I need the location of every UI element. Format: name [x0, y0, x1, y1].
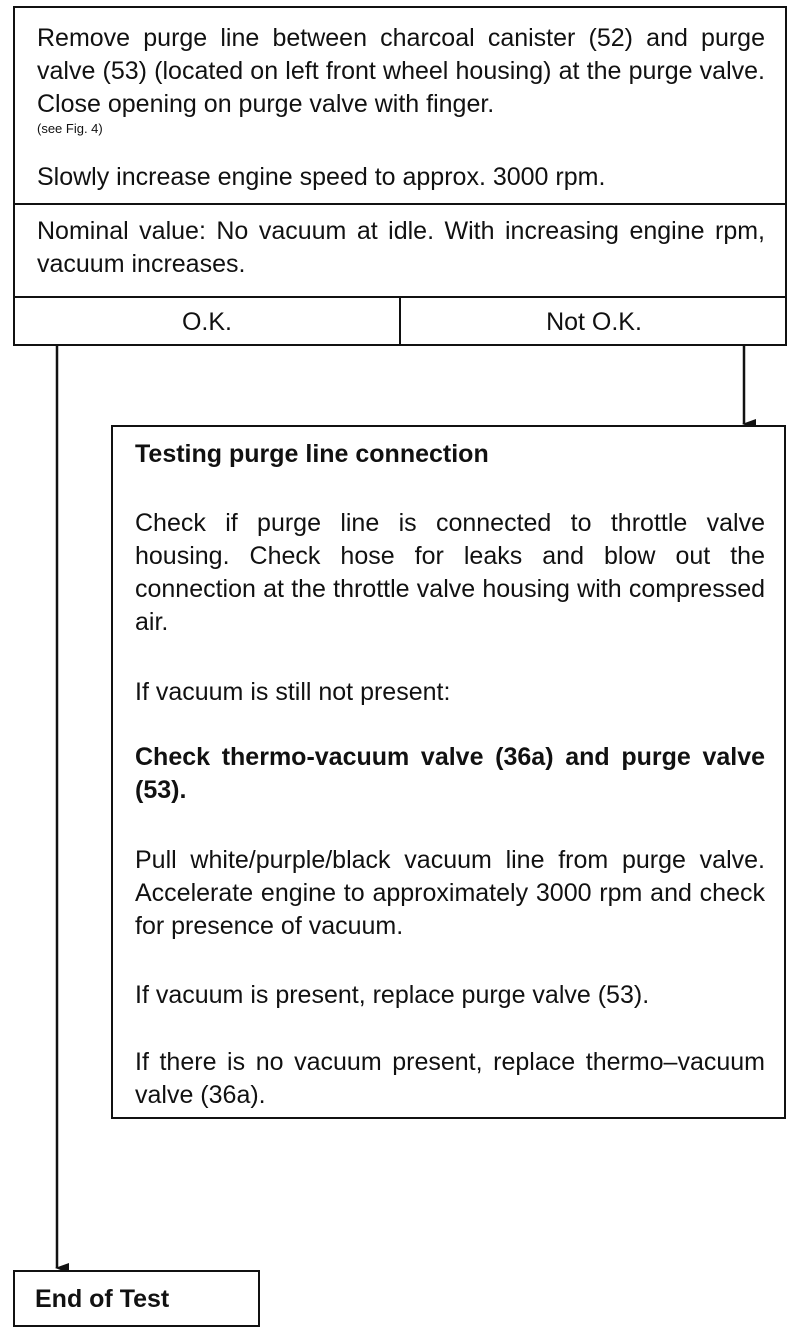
nominal-value-text: Nominal value: No vacuum at idle. With increasing engine rpm, vacuum increases.	[37, 217, 765, 278]
ok-cell	[15, 298, 399, 346]
instruction-cell	[37, 22, 765, 137]
testing-para-2: If vacuum is still not present:	[135, 678, 451, 706]
action-text: Slowly increase engine speed to approx. 3000 rpm.	[37, 163, 606, 191]
step-box	[13, 6, 787, 346]
check-heading: Check thermo-vacuum valve (36a) and purge valve (53).	[135, 743, 765, 804]
not-ok-cell	[401, 298, 787, 346]
instruction-text: Remove purge line between charcoal canister (52) and purge valve (53) (located on left front wheel housing) at the purge valve. Close opening on purge valve with finger.	[37, 24, 765, 118]
ok-label: O.K.	[181, 307, 232, 336]
end-of-test-label: End of Test	[35, 1285, 170, 1313]
not-ok-label: Not O.K.	[546, 307, 642, 336]
end-of-test-box	[13, 1270, 260, 1327]
testing-para-1: Check if purge line is connected to throttle valve housing. Check hose for leaks and blow out the connection at the throttle valve housing with compressed air.	[135, 509, 765, 636]
testing-para-4: If vacuum is present, replace purge valve (53).	[135, 981, 650, 1009]
fig-reference: (see Fig. 4)	[37, 121, 103, 136]
testing-heading: Testing purge line connection	[135, 440, 489, 468]
testing-para-5: If there is no vacuum present, replace thermo–vacuum valve (36a).	[135, 1048, 765, 1109]
testing-para-3: Pull white/purple/black vacuum line from purge valve. Accelerate engine to approximately 3000 rpm and check for presence of vacuum.	[135, 846, 765, 940]
divider-1	[15, 203, 785, 205]
testing-box	[111, 425, 786, 1119]
